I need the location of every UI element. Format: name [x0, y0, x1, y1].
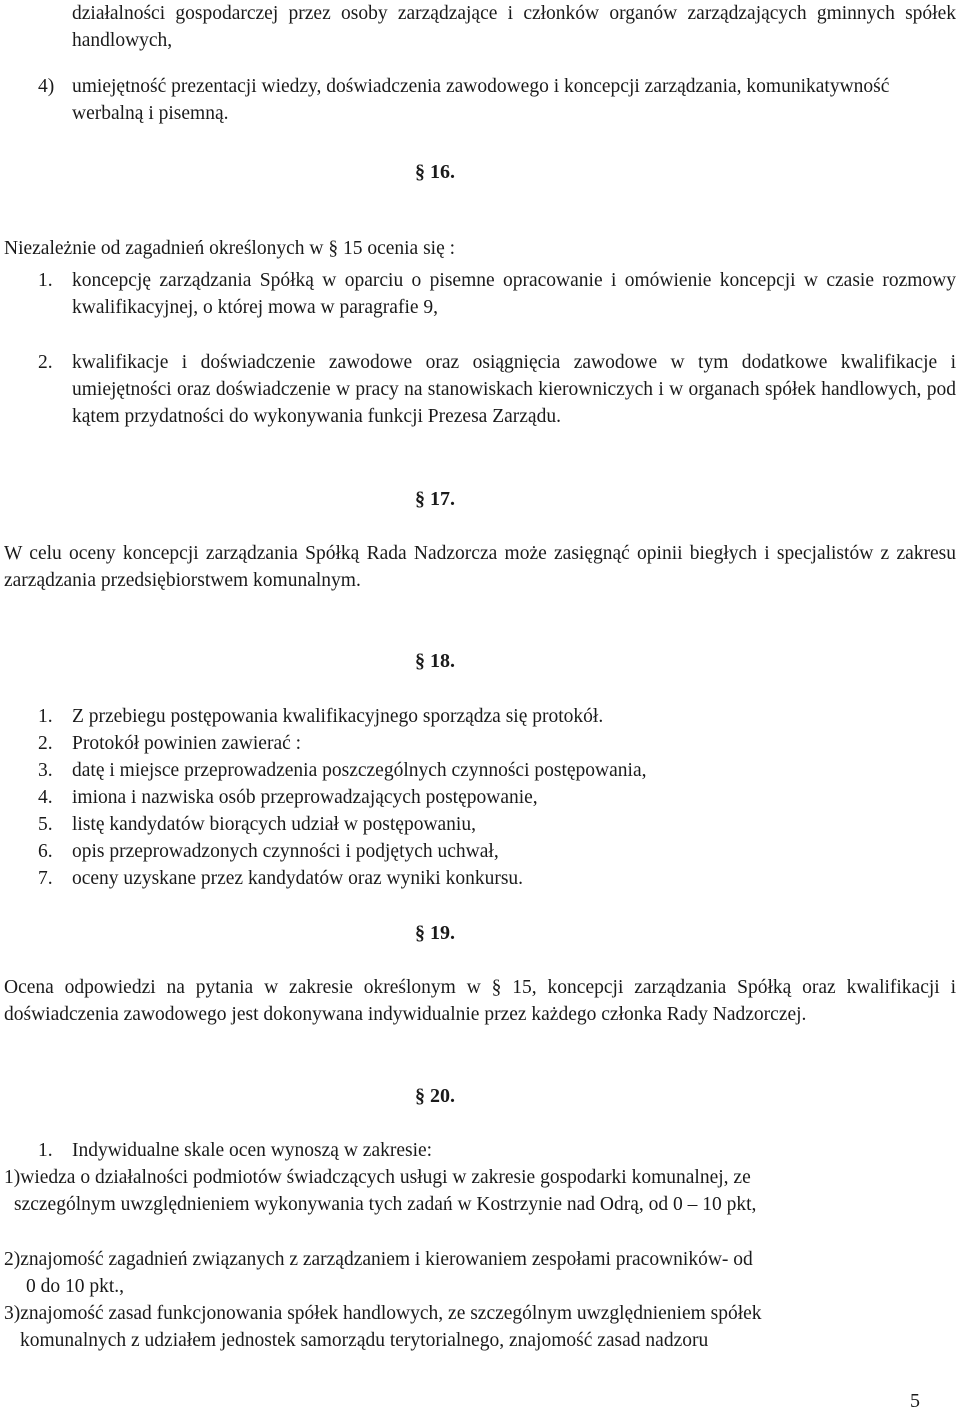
list-item-number: 2. [38, 352, 53, 373]
list-item-number: 6. [38, 841, 53, 862]
list-item [38, 349, 956, 430]
scale-item-3 [4, 1300, 956, 1354]
section-17-paragraph: W celu oceny koncepcji zarządzania Spółką Rada Nadzorcza może zasięgnąć opinii biegłych i specjalistów z zakresu zarządzania przedsiębiorstwem komunalnym. [4, 543, 956, 591]
scale-item-1 [4, 1164, 956, 1218]
list-item [38, 1137, 938, 1164]
list-item-number: 1. [38, 1140, 53, 1161]
scale-item-line: komunalnych z udziałem jednostek samorządu terytorialnego, znajomość zasad nadzoru [20, 1330, 709, 1351]
list-item [38, 865, 938, 892]
list-item-text: opis przeprowadzonych czynności i podjętych uchwał, [72, 841, 499, 862]
section-16-intro: Niezależnie od zagadnień określonych w § 15 ocenia się : [4, 238, 456, 259]
section-heading-17: § 17. [415, 488, 455, 510]
scale-item-2 [4, 1246, 956, 1300]
list-item-text: datę i miejsce przeprowadzenia poszczególnych czynności postępowania, [72, 760, 647, 781]
section-heading-18: § 18. [415, 650, 455, 672]
list-item-number: 7. [38, 868, 53, 889]
section-heading-20: § 20. [415, 1085, 455, 1107]
list-item [38, 784, 938, 811]
list-item-number: 3. [38, 760, 53, 781]
list-item-text: umiejętność prezentacji wiedzy, doświadczenia zawodowego i koncepcji zarządzania, komunikatywność werbalną i pisemną. [72, 76, 890, 124]
scale-item-line: 0 do 10 pkt., [26, 1276, 125, 1297]
list-item [38, 730, 938, 757]
section-18-list [38, 703, 938, 892]
list-item-text: oceny uzyskane przez kandydatów oraz wyniki konkursu. [72, 868, 524, 889]
list-item [38, 811, 938, 838]
list-item [38, 267, 956, 321]
list-item-text: Indywidualne skale ocen wynoszą w zakresie: [72, 1140, 433, 1161]
list-item-number: 4. [38, 787, 53, 808]
list-item-4 [38, 73, 956, 127]
list-item-number: 1. [38, 270, 53, 291]
section-heading-19: § 19. [415, 922, 455, 944]
list-item-text: koncepcję zarządzania Spółką w oparciu o pisemne opracowanie i omówienie koncepcji w czasie rozmowy kwalifikacyjnej, o której mowa w paragrafie 9, [72, 270, 956, 318]
scale-item-line: szczególnym uwzględnieniem wykonywania tych zadań w Kostrzynie nad Odrą, od 0 – 10 pkt, [14, 1194, 757, 1215]
list-item [38, 757, 938, 784]
section-19-paragraph: Ocena odpowiedzi na pytania w zakresie określonym w § 15, koncepcji zarządzania Spółką oraz kwalifikacji i doświadczenia zawodowego jest dokonywana indywidualnie przez każdego członka Rady Nadzorczej. [4, 977, 956, 1025]
list-item-number: 5. [38, 814, 53, 835]
scale-item-line: 3)znajomość zasad funkcjonowania spółek handlowych, ze szczególnym uwzględnieniem spółek [4, 1303, 762, 1324]
continuation-paragraph: działalności gospodarczej przez osoby zarządzające i członków organów zarządzających gminnych spółek handlowych, [72, 3, 956, 51]
list-item-number: 1. [38, 706, 53, 727]
list-item-text: Protokół powinien zawierać : [72, 733, 302, 754]
list-item-number: 2. [38, 733, 53, 754]
section-heading-16: § 16. [415, 161, 455, 183]
list-item-text: imiona i nazwiska osób przeprowadzających postępowanie, [72, 787, 538, 808]
list-item [38, 703, 938, 730]
list-item-text: listę kandydatów biorących udział w postępowaniu, [72, 814, 476, 835]
scale-item-line: 1)wiedza o działalności podmiotów świadczących usługi w zakresie gospodarki komunalnej, ze [4, 1167, 751, 1188]
list-item [38, 838, 938, 865]
list-item-text: Z przebiegu postępowania kwalifikacyjnego sporządza się protokół. [72, 706, 604, 727]
page-number: 5 [910, 1390, 920, 1412]
list-item-text: kwalifikacje i doświadczenie zawodowe oraz osiągnięcia zawodowe w tym dodatkowe kwalifikacje i umiejętności oraz doświadczenie w pracy na stanowiskach kierowniczych i w organach spółek handlowych, pod kątem przydatności do wykonywania funkcji Prezesa Zarządu. [72, 352, 956, 427]
scale-item-line: 2)znajomość zagadnień związanych z zarządzaniem i kierowaniem zespołami pracowników- od [4, 1249, 753, 1270]
list-item-number: 4) [38, 76, 55, 97]
